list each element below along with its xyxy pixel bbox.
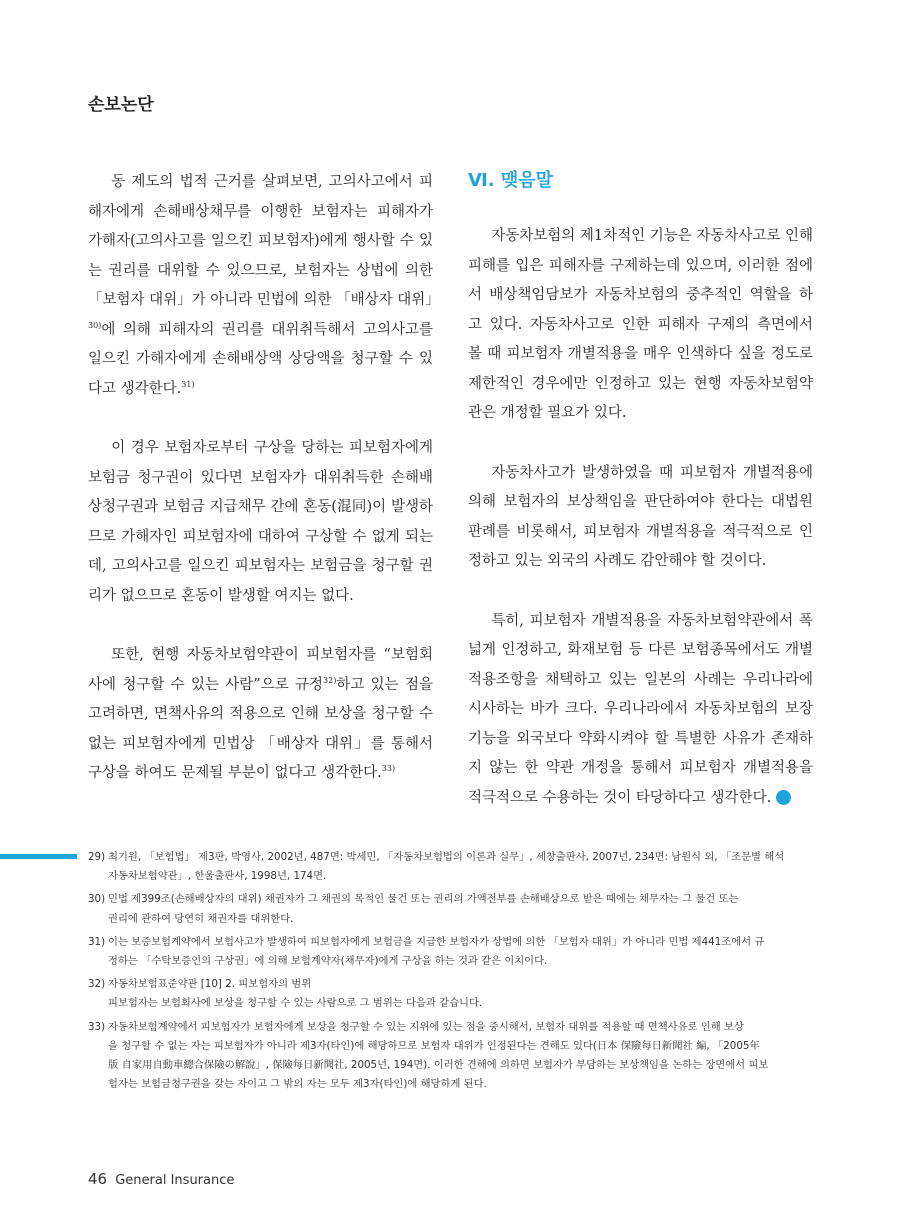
- paragraph: 이 경우 보험자로부터 구상을 당하는 피보험자에게 보험금 청구권이 있다면 보험자가 대위취득한 손해배상청구권과 보험금 지급채무 간에 혼동(混同)이 발생하므로 가해자인 피보험자에 대하여 구상할 수 없게 되는데, 고의사고를 일으킨 피보험자는 보험금을 청구할 권리가 없으므로 혼동이 발생할 여지는 없다.: [88, 440, 433, 604]
- paragraph: 동 제도의 법적 근거를 살펴보면, 고의사고에서 피해자에게 손해배상채무를 이행한 보험자는 피해자가 가해자(고의사고를 일으킨 피보험자)에게 행사할 수 있는 권리를 대위할 수 있으므로, 보험자는 상법에 의한 「보험자 대위」가 아니라 민법에 의한 「배상자 대위」$^{30)}$에 의해 피해자의 권리를 대위취득해서 고의사고를 일으킨 가해자에게 손해배상액 상당액을 청구할 수 있다고 생각한다.$^{31)}$: [88, 174, 440, 397]
- footnote-ref[interactable]: 31): [181, 379, 195, 389]
- footnote-accent-bar: [0, 854, 77, 859]
- journal-name: General Insurance: [115, 1173, 235, 1188]
- page-number: 46: [88, 1170, 108, 1188]
- left-column: [88, 168, 440, 819]
- page-footer: [88, 1170, 234, 1188]
- section-title: Ⅵ. 맺음말: [468, 170, 554, 191]
- page-header-title: 손보논단: [88, 95, 154, 115]
- footnote-item: 30) 민법 제399조(손해배상자의 대위) 채권자가 그 채권의 목적인 물건 또는 권리의 가액전부를 손해배상으로 받은 때에는 채무자는 그 물건 또는 권리에 관하여 당연히 채권자를 대위한다.: [88, 893, 739, 925]
- paragraph: 자동차보험의 제1차적인 기능은 자동차사고로 인해 피해를 입은 피해자를 구제하는데 있으며, 이러한 점에서 배상책임담보가 자동차보험의 중추적인 역할을 하고 있다. 자동차사고로 인한 피해자 구제의 측면에서 볼 때 피보험자 개별적용을 매우 인색하다 싶을 정도로 제한적인 경우에만 인정하고 있는 현행 자동차보험약관은 개정할 필요가 있다.: [468, 228, 813, 421]
- footnotes: [88, 848, 815, 1098]
- footnote-item: 32) 자동차보험표준약관 [10] 2. 피보험자의 범위 피보험자는 보험회사에 보상을 청구할 수 있는 사람으로 그 범위는 다음과 같습니다.: [88, 978, 483, 1010]
- paragraph: 자동차사고가 발생하였을 때 피보험자 개별적용에 의해 보험자의 보상책임을 판단하여야 한다는 대법원 판례를 비롯해서, 피보험자 개별적용을 적극적으로 인정하고 있는 외국의 사례도 감안해야 할 것이다.: [468, 464, 813, 569]
- footnote-ref[interactable]: 30): [88, 320, 102, 330]
- right-column: [468, 168, 813, 843]
- end-mark-icon: 끝: [776, 790, 791, 805]
- footnote-item: 33) 자동차보험계약에서 피보험자가 보험자에게 보상을 청구할 수 있는 지위에 있는 점을 중시해서, 보험자 대위를 적용할 때 면책사유로 인해 보상 을 청구할 수 없는 자는 피보험자가 아니라 제3자(타인)에 해당하므로 보험자 대위가 인정된다는 견해도 있다(日本 保險每日新聞社 編, 「2005年 版 自家用自動車總合保險の解說」, 保險每日新聞社, 2005년, 194면). 이러한 견해에 의하면 보험자가 부담하는 보상책임을 논하는 장면에서 피보 험자는 보험금청구권을 갖는 자이고 그 밖의 자는 모두 제3자(타인)에 해당하게 된다.: [88, 1020, 769, 1091]
- footnote-ref[interactable]: 33): [381, 764, 396, 774]
- footnote-item: 29) 최기원, 「보험법」 제3판, 박영사, 2002년, 487면: 박세민, 「자동차보험법의 이론과 실무」, 세창출판사, 2007년, 234면: 남원식 외, 「조문별 해석 자동차보험약관」, 한울출판사, 1998년, 174면.: [88, 851, 785, 883]
- footnote-ref[interactable]: 32): [323, 675, 337, 685]
- paragraph: 특히, 피보험자 개별적용을 자동차보험약관에서 폭넓게 인정하고, 화재보험 등 다른 보험종목에서도 개별적용조항을 채택하고 있는 일본의 사례는 우리나라에 시사하는 바가 크다. 우리나라에서 자동차보험의 보장기능을 외국보다 약화시켜야 할 특별한 사유가 존재하지 않는 한 약관 개정을 통해서 피보험자 개별적용을 적극적으로 수용하는 것이 타당하다고 생각한다. 끝: [468, 612, 813, 806]
- paragraph: 또한, 현행 자동차보험약관이 피보험자를 “보험회사에 청구할 수 있는 사람”으로 규정$^{32)}$하고 있는 점을 고려하면, 면책사유의 적용으로 인해 보상을 청구할 수 없는 피보험자에게 민법상 「배상자 대위」를 통해서 구상을 하여도 문제될 부분이 없다고 생각한다.$^{33)}$: [88, 647, 433, 781]
- footnote-item: 31) 이는 보증보험계약에서 보험사고가 발생하여 피보험자에게 보험금을 지급한 보험자가 상법에 의한 「보험자 대위」가 아니라 민법 제441조에서 규 정하는 「수탁보증인의 구상권」에 의해 보험계약자(채무자)에게 구상을 하는 것과 같은 이치이다.: [88, 935, 765, 968]
